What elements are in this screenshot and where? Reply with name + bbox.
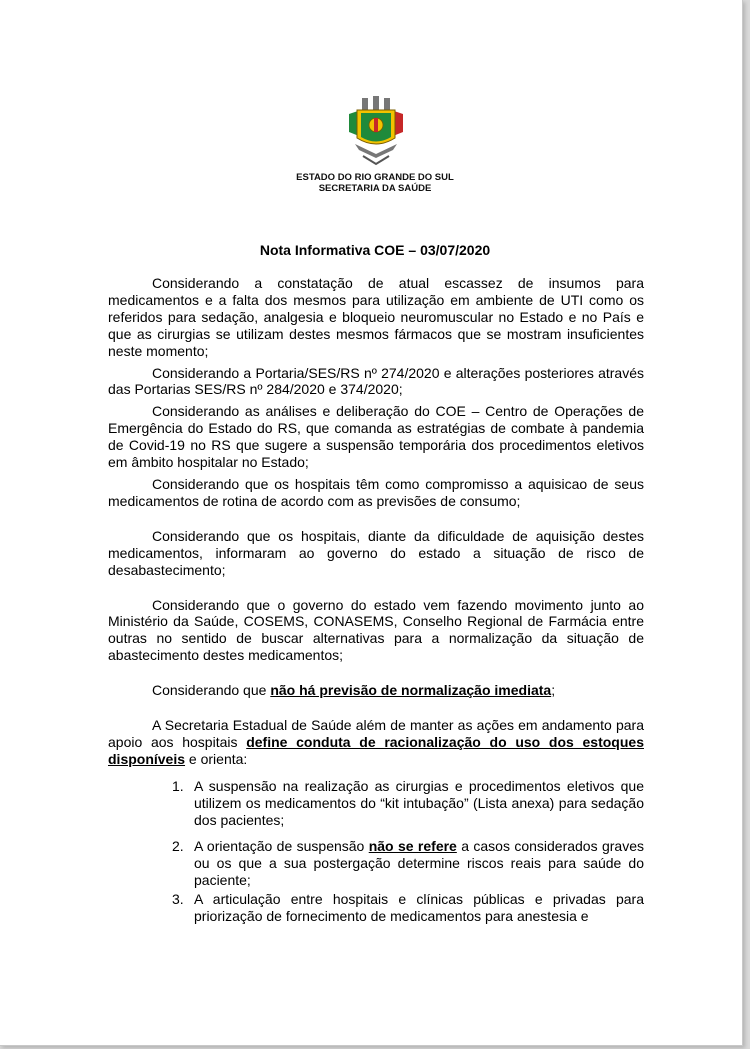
list-item-emphasis: não se refere xyxy=(368,838,457,855)
paragraph-2: Considerando a Portaria/SES/RS nº 274/2020 e alterações posteriores através das Portarias SES/RS nº 284/2020 e 374/2020; xyxy=(108,364,644,398)
paragraph-8-emphasis: define conduta de racionalização do uso dos estoques disponíveis xyxy=(108,733,644,767)
document-title: Nota Informativa COE – 03/07/2020 xyxy=(259,242,491,258)
list-item-text: A articulação entre hospitais e clínicas públicas e privadas para priorização de fornecimento de medicamentos para anestesia e xyxy=(194,891,644,925)
list-item-text: A suspensão na realização as cirurgias e procedimentos eletivos que utilizem os medicamentos do “kit intubação” (Lista anexa) para sedação dos pacientes; xyxy=(194,777,644,828)
list-item-number: 2. xyxy=(172,838,184,855)
paragraph-7-text: Considerando que xyxy=(152,682,271,699)
list-item-text: A orientação de suspensão xyxy=(194,838,369,855)
list-item xyxy=(108,891,644,925)
list-item-number: 3. xyxy=(172,891,184,908)
paragraph-8 xyxy=(108,717,644,768)
paragraph-8-text: A Secretaria Estadual de Saúde além de manter as ações em andamento para apoio aos hospitais xyxy=(108,717,644,750)
list-item xyxy=(108,838,644,889)
document-body xyxy=(108,275,644,935)
paragraph-8-end: e orienta: xyxy=(185,750,248,767)
paragraph-7-end: ; xyxy=(551,682,556,699)
paragraph-6: Considerando que o governo do estado vem fazendo movimento junto ao Ministério da Saúde, COSEMS, CONASEMS, Conselho Regional de Farmácia entre outras no sentido de buscar alternativas para a normalização da situação de abastecimento destes medicamentos; xyxy=(108,596,644,664)
list-item-number: 1. xyxy=(172,777,184,794)
paragraph-7-emphasis: não há previsão de normalização imediata xyxy=(270,682,552,699)
org-name-state: ESTADO DO RIO GRANDE DO SUL xyxy=(296,172,454,183)
list-item-text-end: a casos considerados graves ou os que a sua postergação determine riscos reais para saúde do paciente; xyxy=(194,838,644,889)
list-item xyxy=(108,778,644,829)
paragraph-1: Considerando a constatação de atual escassez de insumos para medicamentos e a falta dos mesmos para utilização em ambiente de UTI como os referidos para sedação, analgesia e bloqueio neuromuscular no Estado e no País e que as cirurgias se utilizam destes mesmos fármacos que se mostram insuficientes neste momento; xyxy=(108,275,644,359)
paragraph-3: Considerando as análises e deliberação do COE – Centro de Operações de Emergência do Estado do RS, que comanda as estratégias de combate à pandemia de Covid-19 no RS que sugere a suspensão temporária dos procedimentos eletivos em âmbito hospitalar no Estado; xyxy=(108,403,644,471)
paragraph-7 xyxy=(108,682,644,699)
state-coat-of-arms-logo xyxy=(345,96,407,168)
paragraph-5: Considerando que os hospitais, diante da dificuldade de aquisição destes medicamentos, informaram ao governo do estado a situação de risco de desabastecimento; xyxy=(108,527,644,578)
guidance-list xyxy=(108,778,644,925)
paragraph-4: Considerando que os hospitais têm como compromisso a aquisicao de seus medicamentos de rotina de acordo com as previsões de consumo; xyxy=(108,475,644,509)
org-name-secretariat: SECRETARIA DA SAÚDE xyxy=(318,183,432,194)
